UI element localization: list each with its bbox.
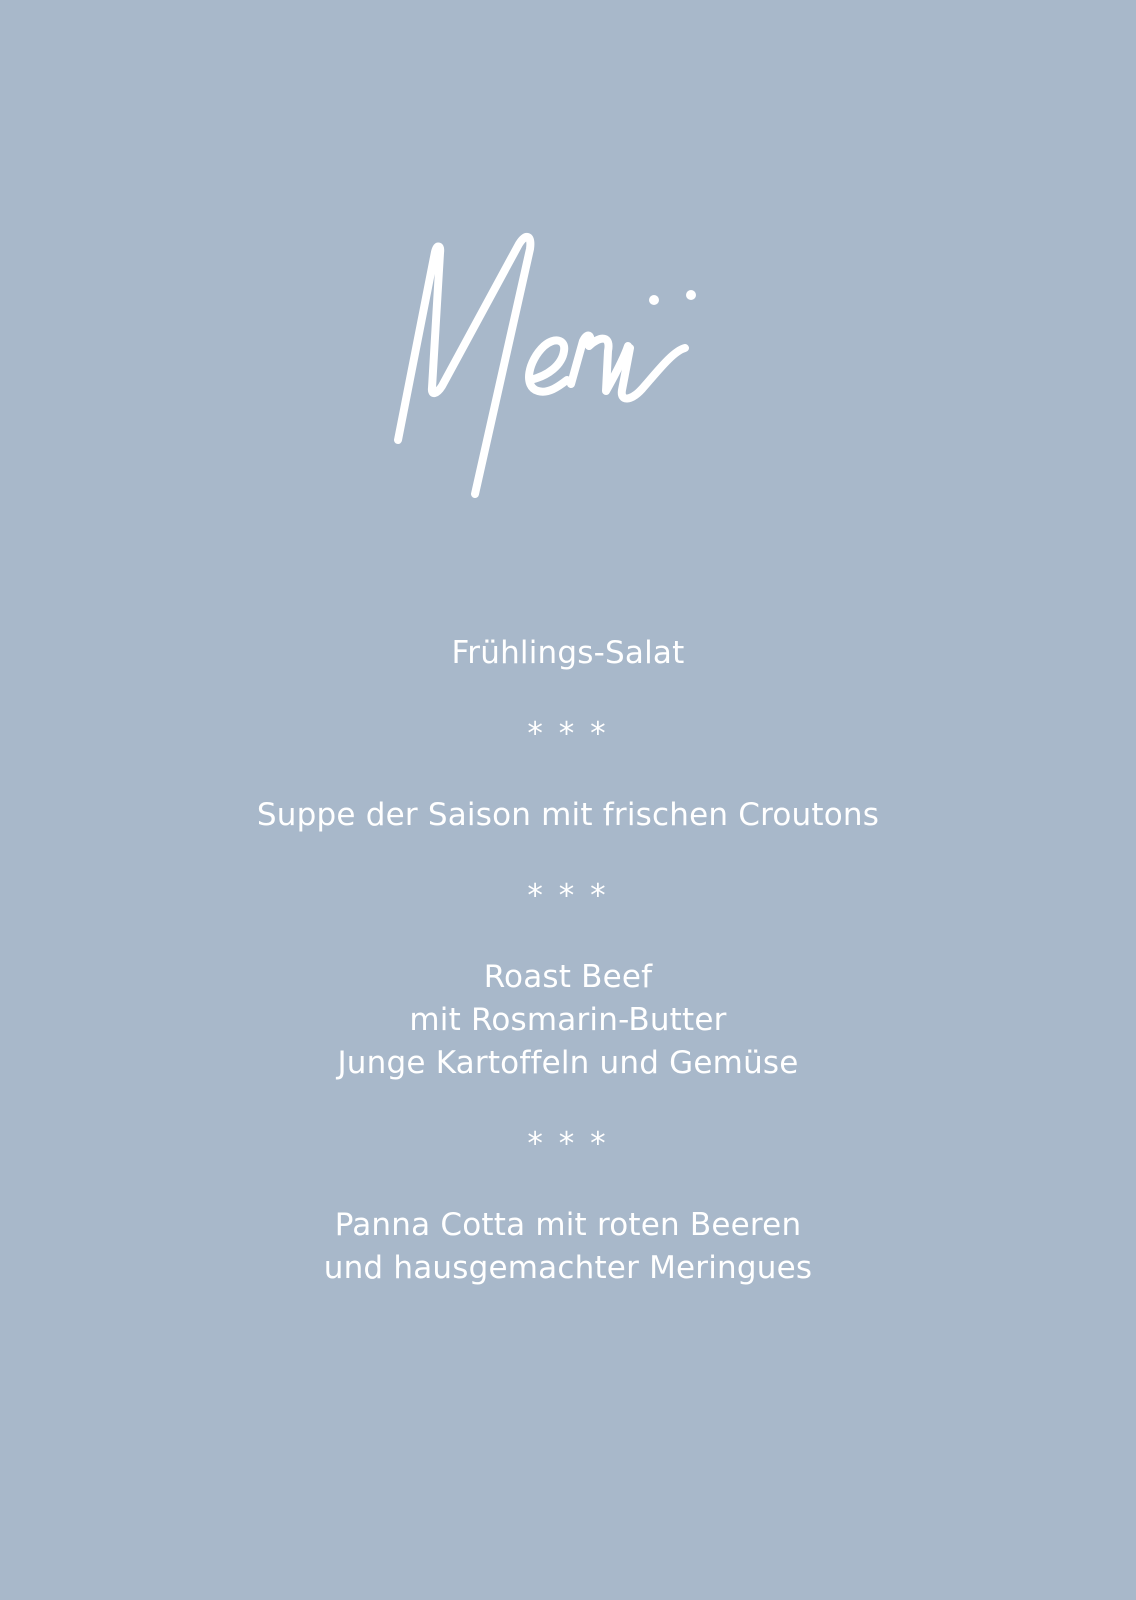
course-line: Suppe der Saison mit frischen Croutons	[256, 797, 880, 833]
course-starter	[0, 632, 1136, 675]
course-separator: * * *	[527, 716, 609, 752]
umlaut-dots	[649, 290, 696, 305]
course-line: und hausgemachter Meringues	[323, 1250, 813, 1286]
course-main	[0, 956, 1136, 1085]
menu-title	[380, 220, 740, 520]
course-line: Frühlings-Salat	[451, 635, 685, 671]
course-line: mit Rosmarin-Butter	[409, 1002, 727, 1038]
course-line: Junge Kartoffeln und Gemüse	[337, 1045, 799, 1081]
course-line: Roast Beef	[483, 959, 653, 995]
menu-courses	[0, 632, 1136, 1290]
course-soup	[0, 794, 1136, 837]
handwritten-title-graphic	[380, 220, 740, 520]
course-separator: * * *	[527, 878, 609, 914]
course-line: Panna Cotta mit roten Beeren	[334, 1207, 802, 1243]
course-dessert	[0, 1204, 1136, 1290]
course-separator: * * *	[527, 1126, 609, 1162]
